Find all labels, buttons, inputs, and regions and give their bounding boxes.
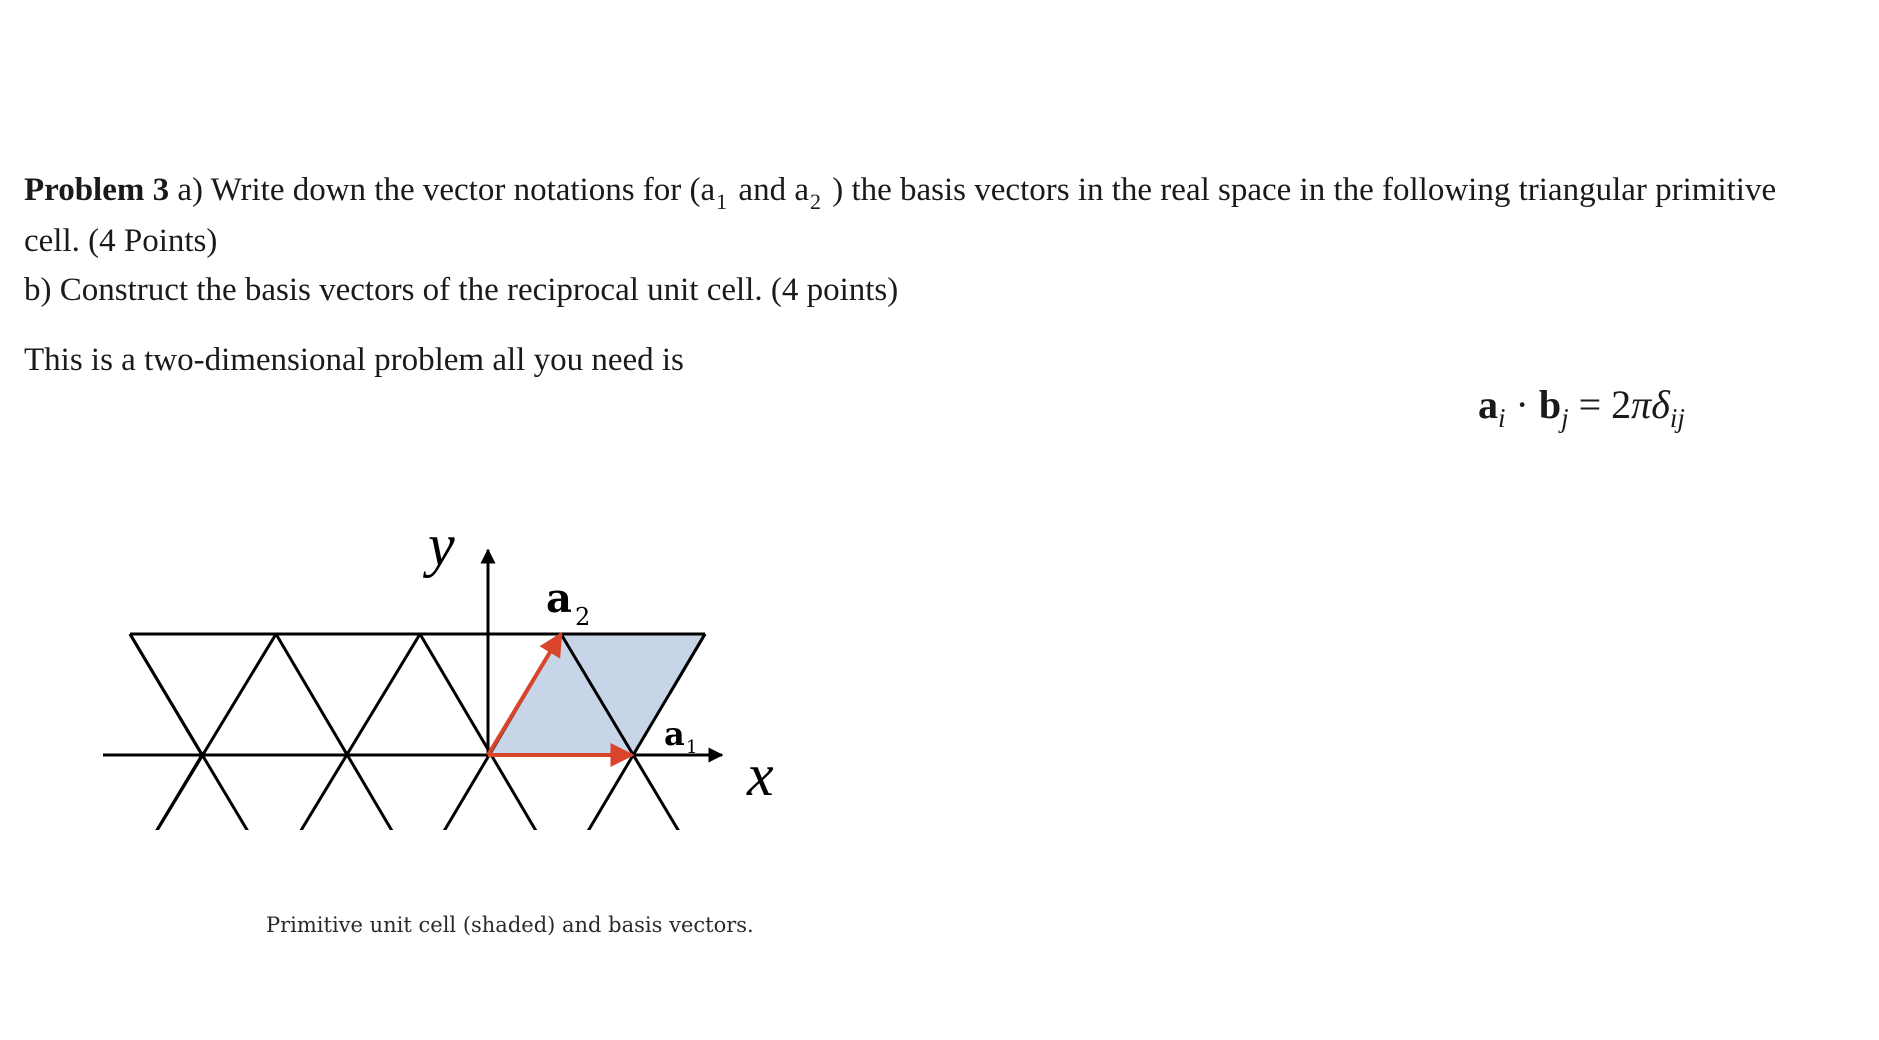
figure-caption: Primitive unit cell (shaded) and basis vectors. <box>266 913 754 937</box>
a2-label: a <box>546 575 572 622</box>
problem-hint: This is a two-dimensional problem all you need is <box>24 342 684 378</box>
a1-subscript: 1 <box>686 737 698 758</box>
y-axis-label: y <box>428 512 455 578</box>
problem-part-a: Problem 3 a) Write down the vector notations for ($a_1$ and $a_2$ ) the basis vectors in the real space in the following triangular primitive cell. (4 Points) <box>24 172 1777 259</box>
a1-label: a <box>664 715 685 753</box>
a2-subscript: 2 <box>575 603 591 631</box>
problem-statement <box>24 166 1824 385</box>
problem-label: Problem 3 <box>24 172 170 208</box>
orthogonality-formula: $a_i \cdot b_j = 2\pi\delta_{ij}$ <box>1478 382 1685 433</box>
triangular-lattice-figure <box>95 500 815 830</box>
x-axis-label: x <box>747 742 774 808</box>
problem-part-b: b) Construct the basis vectors of the reciprocal unit cell. (4 points) <box>24 272 899 308</box>
